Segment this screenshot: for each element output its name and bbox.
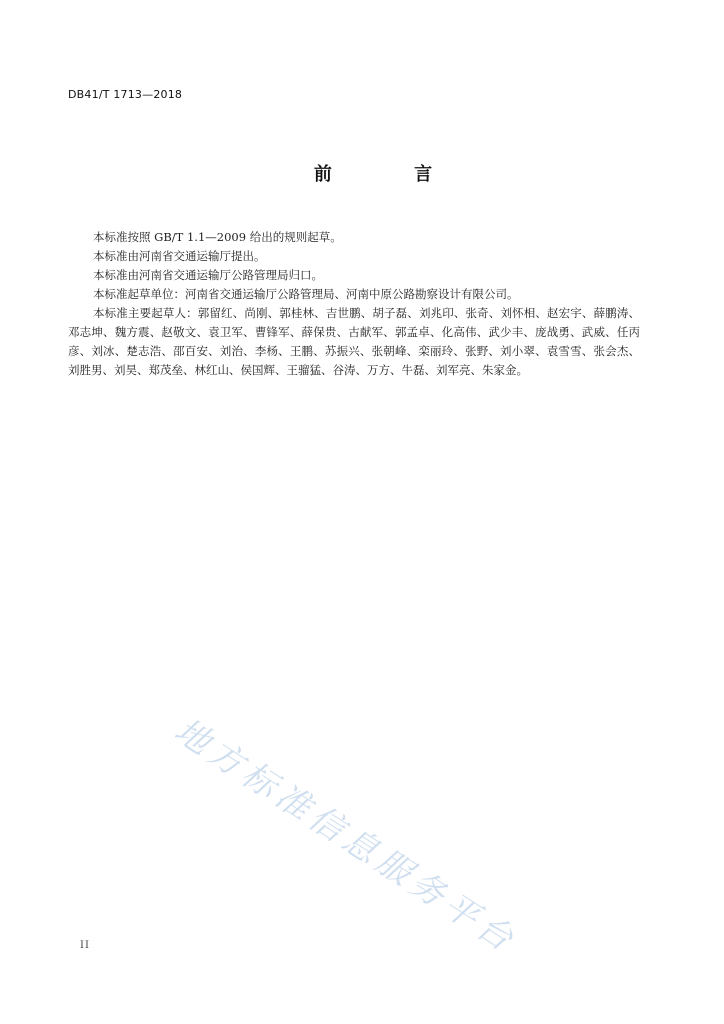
paragraph-drafting-units: 本标准起草单位：河南省交通运输厅公路管理局、河南中原公路勘察设计有限公司。 [93, 287, 519, 301]
paragraph-drafting-rules: 本标准按照 GB/T 1.1—2009 给出的规则起草。 [93, 230, 342, 244]
section-title: 前 言 [313, 164, 471, 185]
paragraph-proposer: 本标准由河南省交通运输厅提出。 [93, 249, 266, 263]
foreword-body [68, 228, 640, 380]
watermark-text: 地方标准信息服务平台 [167, 710, 525, 963]
standard-code: DB41/T 1713—2018 [68, 88, 183, 101]
paragraph-drafters: 本标准主要起草人：郭留红、尚刚、郭桂林、吉世鹏、胡子磊、刘兆印、张奇、刘怀相、赵宏宇、薛鹏涛、邓志坤、魏方震、赵敬文、袁卫军、曹锋军、薛保贵、古献军、郭孟卓、化高伟、武少丰、庞战勇、武威、任丙彦、刘冰、楚志浩、邵百安、刘治、李杨、王鹏、苏振兴、张朝峰、栾丽玲、张野、刘小翠、袁雪雪、张会杰、刘胜男、刘昊、郑茂垒、林红山、侯国辉、王骝猛、谷涛、万方、牛磊、刘军亮、朱家金。 [68, 306, 640, 377]
page-number: II [80, 940, 90, 951]
paragraph-administrator: 本标准由河南省交通运输厅公路管理局归口。 [93, 268, 323, 282]
